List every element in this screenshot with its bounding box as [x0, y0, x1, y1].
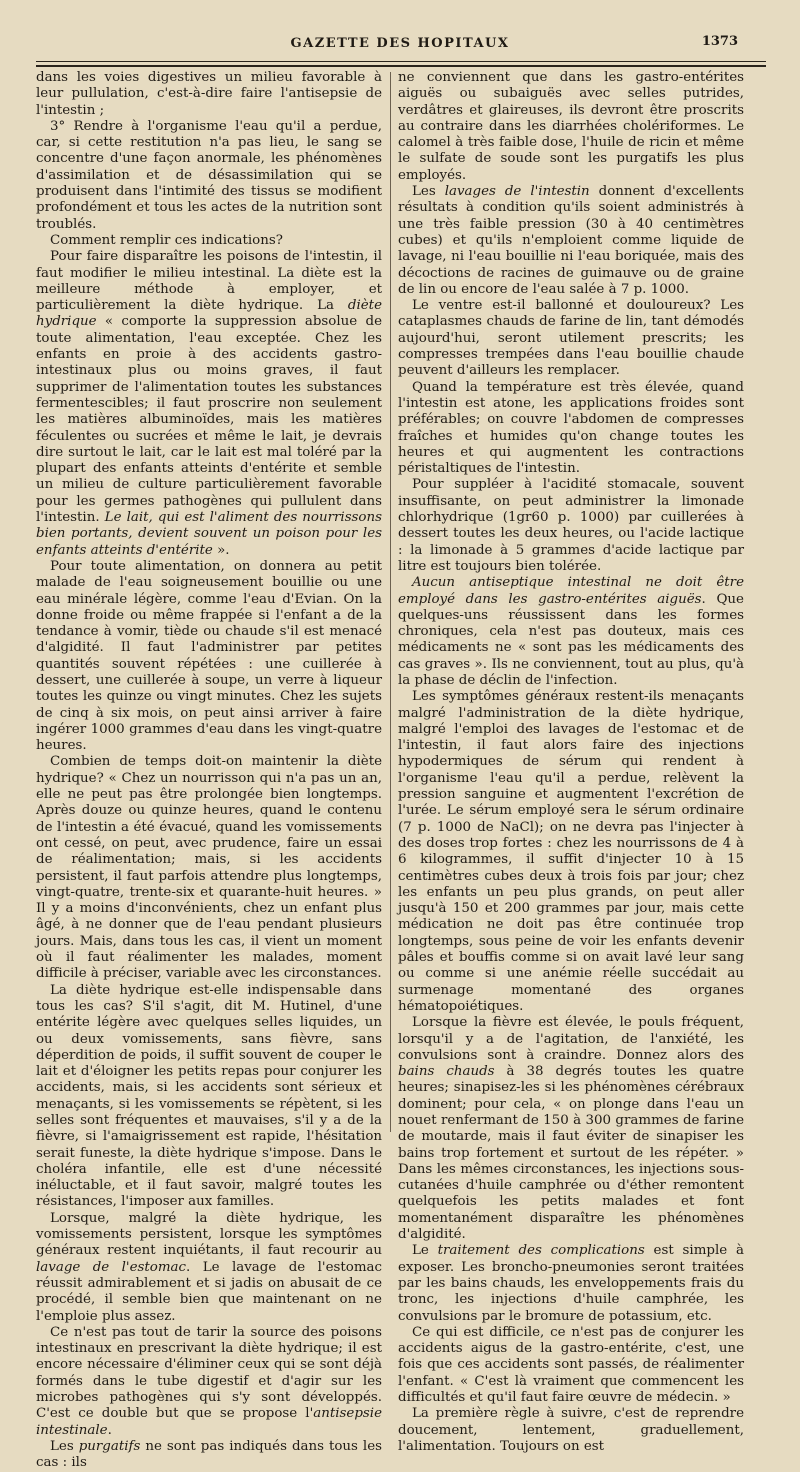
paragraph: Pour suppléer à l'acidité stomacale, souvent insuffisante, on peut administrer la limonade chlorhydrique (1gr60 p. 1000) par cuillerées à dessert toutes les deux heures, ou l'acide lactique : la limonade à 5 grammes d'acide lactique par litre est toujours bien tolérée.	[398, 477, 744, 574]
paragraph: Les symptômes généraux restent-ils menaçants malgré l'administration de la diète hydrique, malgré l'emploi des lavages de l'estomac et de l'intestin, il faut alors faire des injections hypodermiques de sérum qui rendent à l'organisme l'eau qu'il a perdue, relèvent la pression sanguine et augmentent l'excrétion de l'urée. Le sérum employé sera le sérum ordinaire (7 p. 1000 de NaCl); on ne devra pas l'injecter à des doses trop fortes : chez les nourrissons de 4 à 6 kilogrammes, il suffit d'injecter 10 à 15 centimètres cubes deux à trois fois par jour; chez les enfants un peu plus grands, on peut aller jusqu'à 150 et 200 grammes par jour, mais cette médication ne doit pas être continuée trop longtemps, sous peine de voir les enfants devenir pâles et bouffis comme si on avait lavé leur sang ou comme si une anémie réelle succédait au surmenage momentané des organes hématopoiétiques.	[398, 689, 744, 1014]
paragraph: Ce qui est difficile, ce n'est pas de conjurer les accidents aigus de la gastro-entérite, c'est, une fois que ces accidents sont passés, de réalimenter l'enfant. « C'est là vraiment que commencent les difficultés et qu'il faut faire œuvre de médecin. »	[398, 1324, 744, 1406]
text-run: Les	[412, 184, 445, 200]
emphasis: Le lait, qui est l'aliment des nourrissons bien portants, devient souvent un poison pour les enfants atteints d'entérite	[36, 510, 382, 558]
paragraph: Le ventre est-il ballonné et douloureux? Les cataplasmes chauds de farine de lin, tant démodés aujourd'hui, seront utilement prescrits; les compresses trempées dans l'eau bouillie chaude peuvent d'ailleurs les remplacer.	[398, 298, 744, 379]
paragraph: Combien de temps doit-on maintenir la diète hydrique? « Chez un nourrisson qui n'a pas un an, elle ne peut pas être prolongée bien longtemps. Après douze ou quinze heures, quand le contenu de l'intestin a été évacué, quand les vomissements ont cessé, on peut, avec prudence, faire un essai de réalimentation; mais, si les accidents persistent, il faut parfois attendre plus longtemps, vingt-quatre, trente-six et quarante-huit heures. » Il y a moins d'inconvénients, chez un enfant plus âgé, à ne donner que de l'eau pendant plusieurs jours. Mais, dans tous les cas, il vient un moment où il faut réalimenter les malades, moment difficile à préciser, variable avec les circonstances.	[36, 754, 382, 982]
emphasis: diète hydrique	[36, 298, 382, 330]
text-run: Pour faire disparaître les poisons de l'intestin, il faut modifier le milieu intestinal. La diète est la meilleure méthode à employer, et particulièrement la diète hydrique. La	[36, 249, 382, 314]
text-run: .	[107, 1422, 112, 1438]
paragraph: Pour toute alimentation, on donnera au petit malade de l'eau soigneusement bouillie ou une eau minérale légère, comme l'eau d'Evian. On la donne froide ou même frappée si l'enfant a de la tendance à vomir, tiède ou chaude s'il est menacé d'algidité. Il faut l'administrer par petites quantités souvent répétées : une cuillerée à dessert, une cuillerée à soupe, un verre à liqueur toutes les quinze ou vingt minutes. Chez les sujets de cinq à six mois, on peut ainsi arriver à faire ingérer 1000 grammes d'eau dans les vingt-quatre heures.	[36, 558, 382, 754]
text-run: Les	[50, 1438, 79, 1454]
paragraph: dans les voies digestives un milieu favorable à leur pullulation, c'est-à-dire faire l'antisepsie de l'intestin ;	[36, 70, 382, 118]
paragraph	[398, 184, 744, 298]
emphasis: lavages de l'intestin	[444, 184, 590, 200]
text-run: Ce n'est pas tout de tarir la source des poisons intestinaux en prescrivant la diète hydrique; il est encore nécessaire d'éliminer ceux qui se sont déjà formés dans le tube digestif et d'agir sur les microbes pathogènes qui s'y sont développés. C'est ce double but que se propose l'	[36, 1324, 382, 1422]
paragraph: ne conviennent que dans les gastro-entérites aiguës ou subaiguës avec selles putrides, verdâtres et glaireuses, ils devront être proscrits au contraire dans les diarrhées cholériformes. Le calomel à très faible dose, l'huile de ricin et même le sulfate de soude sont les purgatifs les plus employés.	[398, 70, 744, 183]
page-header	[0, 36, 800, 56]
text-run: à 38 degrés toutes les quatre heures; sinapisez-les si les phénomènes cérébraux dominent; pour cela, « on plonge dans l'eau un nouet renfermant de 150 à 300 grammes de farine de moutarde, mais il faut éviter de sinapiser les bains trop fortement et surtout de les répéter. » Dans les mêmes circonstances, les injections sous-cutanées d'huile camphrée ou d'éther remontent quelquefois les petits malades et font momentanément disparaître les phénomènes d'algidité.	[398, 1064, 744, 1243]
paragraph: Quand la température est très élevée, quand l'intestin est atone, les applications froides sont préférables; on couvre l'abdomen de compresses fraîches et humides qu'on change toutes les heures et qui augmentent les contractions péristaltiques de l'intestin.	[398, 379, 744, 477]
text-run: Lorsque la fièvre est élevée, le pouls fréquent, lorsqu'il y a de l'agitation, de l'anxiété, les convulsions sont à craindre. Donnez alors des	[398, 1015, 744, 1063]
emphasis: traitement des complications	[437, 1243, 645, 1259]
text-run: . Que quelques-uns réussissent dans les formes chroniques, cela n'est pas douteux, mais ces médicaments ne « sont pas les médicaments des cas graves ». Ils ne conviennent, tout au plus, qu'à la phase de déclin de l'infection.	[398, 591, 744, 688]
left-column	[36, 70, 382, 1471]
text-run: Le	[412, 1243, 438, 1259]
paragraph: Comment remplir ces indications?	[50, 232, 283, 248]
paragraph	[36, 1325, 382, 1439]
emphasis: antisepsie intestinale	[36, 1406, 382, 1438]
text-run: . Le lavage de l'estomac réussit admirablement et si jadis on abusait de ce procédé, il semble bien que maintenant on ne l'emploie plus assez.	[36, 1259, 382, 1324]
paragraph	[36, 1211, 382, 1325]
column-divider	[390, 72, 391, 1132]
paragraph	[398, 1015, 744, 1243]
text-run: est simple à exposer. Les broncho-pneumonies seront traitées par les bains chauds, les enveloppements frais du tronc, les injections d'huile camphrée, les convulsions par le bromure de potassium, etc.	[398, 1243, 744, 1324]
paragraph	[36, 1439, 382, 1472]
text-run: Lorsque, malgré la diète hydrique, les vomissements persistent, lorsque les symptômes généraux restent inquiétants, il faut recourir au	[36, 1210, 382, 1259]
page-number: 1373	[701, 34, 738, 49]
paragraph	[398, 1243, 744, 1324]
text-run: ».	[212, 542, 230, 558]
right-column	[398, 70, 744, 1454]
paragraph: La diète hydrique est-elle indispensable dans tous les cas? S'il s'agit, dit M. Hutinel, d'une entérite légère avec quelques selles liquides, un ou deux vomissements, sans fièvre, sans déperdition de poids, il suffit souvent de couper le lait et d'éloigner les petits repas pour conjurer les accidents, mais, si les accidents sont sérieux et menaçants, si les vomissements se répètent, si les selles sont fréquentes et mauvaises, s'il y a de la fièvre, si l'amaigrissement est rapide, l'hésitation serait funeste, la diète hydrique s'impose. Dans le choléra infantile, elle est d'une nécessité inéluctable, et il faut savoir, malgré toutes les résistances, l'imposer aux familles.	[36, 982, 382, 1210]
header-rule-thin	[36, 61, 766, 62]
paragraph: 3° Rendre à l'organisme l'eau qu'il a perdue, car, si cette restitution n'a pas lieu, le sang se concentre d'une façon anormale, les phénomènes d'assimilation et de désassimilation qui se produisent dans l'intimité des tissus se modifient profondément et tous les actes de la nutrition sont troublés.	[36, 118, 382, 232]
paragraph: La première règle à suivre, c'est de reprendre doucement, lentement, graduellement, l'alimentation. Toujours on est	[398, 1406, 744, 1454]
paragraph	[36, 249, 382, 559]
emphasis: lavage de l'estomac	[36, 1259, 187, 1275]
text-run: « comporte la suppression absolue de toute alimentation, l'eau exceptée. Chez les enfants en proie à des accidents gastro-intestinaux plus ou moins graves, il faut supprimer de l'alimentation toutes les substances fermentescibles; il faut proscrire non seulement les matières albuminoïdes, mais les matières féculentes ou sucrées et même le lait, je devrais dire surtout le lait, car le lait est mal toléré par la plupart des enfants atteints d'entérite et semble un milieu de culture particulièrement favorable pour les germes pathogènes qui pullulent dans l'intestin.	[36, 314, 382, 526]
emphasis: purgatifs	[78, 1438, 141, 1454]
text-run: donnent d'excellents résultats à condition qu'ils soient administrés à une très faible pression (30 à 40 centimètres cubes) et qu'ils n'emploient comme liquide de lavage, ni l'eau bouillie ni l'eau boriquée, mais des décoctions de racines de guimauve ou de graine de lin ou encore de l'eau salée à 7 p. 1000.	[398, 184, 744, 297]
text-run: ne sont pas indiqués dans tous les cas : ils	[36, 1438, 382, 1471]
header-rule-thick	[36, 65, 766, 67]
paragraph	[398, 575, 744, 689]
journal-title: GAZETTE DES HOPITAUX	[290, 36, 510, 51]
emphasis: bains chauds	[398, 1064, 495, 1080]
emphasis: Aucun antiseptique intestinal ne doit être employé dans les gastro-entérites aiguës	[398, 575, 744, 607]
